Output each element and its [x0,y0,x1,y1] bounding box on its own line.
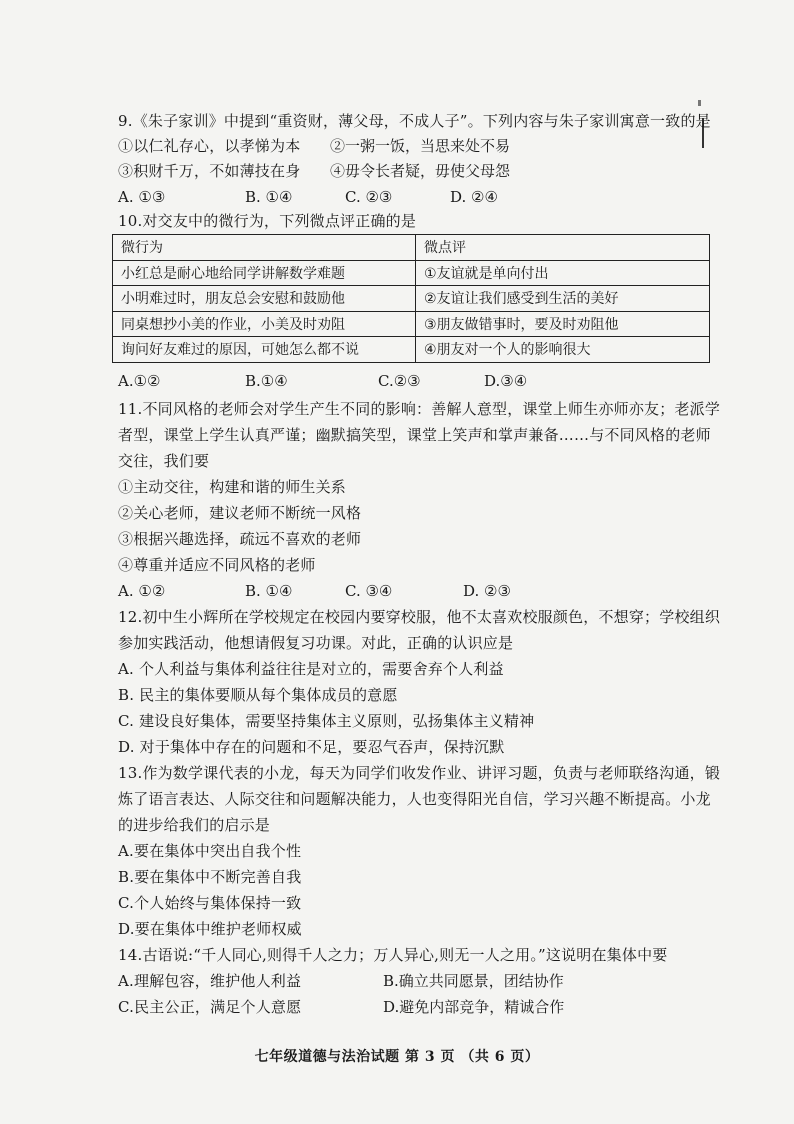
q9-item-3: ③积财千万，不如薄技在身 [118,162,301,180]
q12-option-c: C. 建设良好集体，需要坚持集体主义原则，弘扬集体主义精神 [118,712,535,730]
table-row [113,337,710,363]
q11-item-4: ④尊重并适应不同风格的老师 [118,556,316,574]
q13-option-b: B.要在集体中不断完善自我 [118,868,302,886]
page-footer: 七年级道德与法治试题 第 3 页 （共 6 页） [254,1049,540,1065]
q11-option-c: C. ③④ [345,582,393,600]
q10-stem: 10.对交友中的微行为，下列微点评正确的是 [118,212,417,230]
q11-stem-line-1: 11.不同风格的老师会对学生产生不同的影响：善解人意型，课堂上师生亦师亦友；老派学 [118,400,721,418]
q14-option-c: C.民主公正，满足个人意愿 [118,998,302,1016]
q9-option-a: A. ①③ [118,188,166,206]
table-header-row [113,235,710,261]
table-cell-comment: ④朋友对一个人的影响很大 [416,337,710,363]
table-cell-behavior: 小红总是耐心地给同学讲解数学难题 [113,260,416,286]
q11-option-a: A. ①② [118,582,166,600]
table-row [113,260,710,286]
q14-option-a: A.理解包容，维护他人利益 [118,972,302,990]
q13-option-d: D.要在集体中维护老师权威 [118,920,302,938]
q13-stem-line-3: 的进步给我们的启示是 [118,816,271,834]
q11-option-b: B. ①④ [245,582,293,600]
q9-option-b: B. ①④ [245,188,293,206]
table-cell-behavior: 小明难过时，朋友总会安慰和鼓励他 [113,286,416,312]
q10-option-b: B.①④ [245,372,288,390]
q12-option-b: B. 民主的集体要顺从每个集体成员的意愿 [118,686,398,704]
micro-behavior-table [112,234,710,363]
q9-stem: 9.《朱子家训》中提到“重资财，薄父母，不成人子”。下列内容与朱子家训寓意一致的是 [118,112,711,130]
q9-item-4: ④毋令长者疑，毋使父母怨 [330,162,511,180]
table-row [113,286,710,312]
q9-option-c: C. ②③ [345,188,393,206]
q12-stem-line-2: 参加实践活动，他想请假复习功课。对此，正确的认识应是 [118,634,514,652]
q13-option-a: A.要在集体中突出自我个性 [118,842,302,860]
q13-option-c: C.个人始终与集体保持一致 [118,894,302,912]
table-cell-comment: ③朋友做错事时，要及时劝阻他 [416,311,710,337]
q10-option-c: C.②③ [378,372,421,390]
q9-item-2: ②一粥一饭，当思来处不易 [330,137,511,155]
q13-stem-line-2: 炼了语言表达、人际交往和问题解决能力，人也变得阳光自信，学习兴趣不断提高。小龙 [118,790,711,808]
q12-option-a: A. 个人利益与集体利益往往是对立的，需要舍弃个人利益 [118,660,504,678]
q9-item-1: ①以仁礼存心，以孝悌为本 [118,137,301,155]
q12-option-d: D. 对于集体中存在的问题和不足，要忍气吞声，保持沉默 [118,738,505,756]
q14-option-d: D.避免内部竞争，精诚合作 [383,998,565,1016]
q11-option-d: D. ②③ [463,582,511,600]
table-header-comment: 微点评 [416,235,710,261]
q11-stem-line-3: 交往，我们要 [118,452,210,470]
q11-stem-line-2: 者型，课堂上学生认真严谨；幽默搞笑型，课堂上笑声和掌声兼备……与不同风格的老师 [118,426,711,444]
q14-option-b: B.确立共同愿景，团结协作 [383,972,564,990]
table-header-behavior: 微行为 [113,235,416,261]
q11-item-3: ③根据兴趣选择，疏远不喜欢的老师 [118,530,362,548]
table-cell-comment: ②友谊让我们感受到生活的美好 [416,286,710,312]
scan-mark [698,100,701,106]
q11-item-1: ①主动交往，构建和谐的师生关系 [118,478,347,496]
table-cell-comment: ①友谊就是单向付出 [416,260,710,286]
q14-stem: 14.古语说:“千人同心,则得千人之力；万人异心,则无一人之用。”这说明在集体中要 [118,946,668,964]
q10-option-a: A.①② [118,372,161,390]
q10-option-d: D.③④ [484,372,528,390]
table-cell-behavior: 同桌想抄小美的作业，小美及时劝阻 [113,311,416,337]
q9-option-d: D. ②④ [450,188,498,206]
q13-stem-line-1: 13.作为数学课代表的小龙，每天为同学们收发作业、讲评习题，负责与老师联络沟通，锻 [118,764,721,782]
q11-item-2: ②关心老师，建议老师不断统一风格 [118,504,362,522]
table-cell-behavior: 询问好友难过的原因，可她怎么都不说 [113,337,416,363]
table-row [113,311,710,337]
q12-stem-line-1: 12.初中生小辉所在学校规定在校园内要穿校服，他不太喜欢校服颜色，不想穿；学校组织 [118,608,721,626]
